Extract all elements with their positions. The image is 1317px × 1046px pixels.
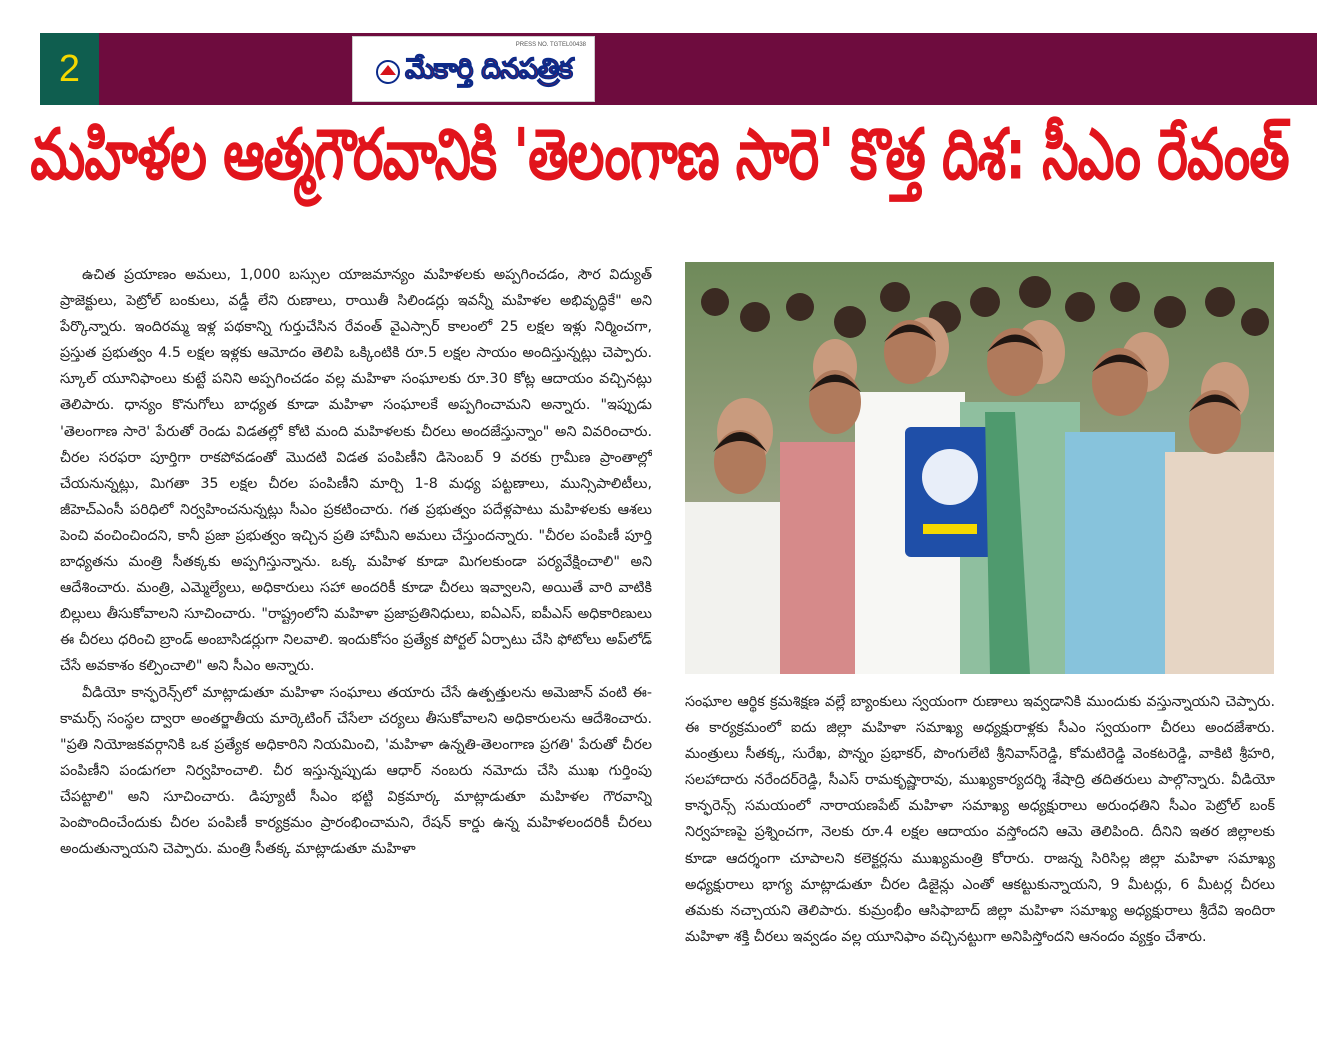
- article-paragraph: వీడియో కాన్ఫరెన్స్‌లో మాట్లాడుతూ మహిళా సంఘాలు తయారు చేసే ఉత్పత్తులను అమెజాన్ వంటి ఈ-కామర్స్ సంస్థల ద్వారా అంతర్జాతీయ మార్కెటింగ్ చేసేలా చర్యలు తీసుకోవాలని అధికారులను ఆదేశించారు. "ప్రతి నియోజకవర్గానికి ఒక ప్రత్యేక అధికారిని నియమించి, 'మహిళా ఉన్నతి-తెలంగాణ ప్రగతి' పేరుతో చీరల పంపిణీని పండుగలా నిర్వహించాలి. చీర ఇస్తున్నప్పుడు ఆధార్ నంబరు నమోదు చేసి ముఖ గుర్తింపు చేపట్టాలి" అని సూచించారు. డిప్యూటీ సీఎం భట్టి విక్రమార్క మాట్లాడుతూ మహిళల గౌరవాన్ని పెంపొందించేందుకు చీరల పంపిణీ కార్యక్రమం ప్రారంభించామని, రేషన్ కార్డు ఉన్న మహిళలందరికీ చీరలు అందుతున్నాయని చెప్పారు. మంత్రి సీతక్క మాట్లాడుతూ మహిళా: [60, 684, 652, 858]
- news-photo-image: [685, 262, 1274, 674]
- masthead-title: మేకార్తి దినపత్రిక: [404, 52, 573, 85]
- masthead-tagline: PRESS NO. TGTEL00438: [515, 42, 586, 48]
- article-headline: మహిళల ఆత్మగౌరవానికి 'తెలంగాణ సారె' కొత్త దిశ: సీఎం రేవంత్: [30, 115, 1289, 197]
- article-left-column: [60, 262, 652, 1040]
- article-right-column: [685, 689, 1275, 1039]
- newspaper-masthead: [352, 36, 595, 102]
- news-photo: [685, 262, 1274, 674]
- article-paragraph: ఉచిత ప్రయాణం అమలు, 1,000 బస్సుల యాజమాన్యం మహిళలకు అప్పగించడం, సౌర విద్యుత్ ప్రాజెక్టులు, పెట్రోల్ బంకులు, వడ్డీ లేని రుణాలు, రాయితీ సిలిండర్లు ఇవన్నీ మహిళల అభివృద్ధికే" అని పేర్కొన్నారు. ఇందిరమ్మ ఇళ్ల పథకాన్ని గుర్తుచేసిన రేవంత్ వైఎస్సార్ కాలంలో 25 లక్షల ఇళ్లు నిర్మించగా, ప్రస్తుత ప్రభుత్వం 4.5 లక్షల ఇళ్లకు ఆమోదం తెలిపి ఒక్కింటికి రూ.5 లక్షల సాయం అందిస్తున్నట్లు చెప్పారు. స్కూల్ యూనిఫాంలు కుట్టే పనిని అప్పగించడం వల్ల మహిళా సంఘాలకు రూ.30 కోట్ల ఆదాయం వచ్చినట్లు తెలిపారు. ధాన్యం కొనుగోలు బాధ్యత కూడా మహిళా సంఘాలకే అప్పగించామని అన్నారు. "ఇప్పుడు 'తెలంగాణ సారె' పేరుతో రెండు విడతల్లో కోటి మంది మహిళలకు చీరలు అందజేస్తున్నాం" అని వివరించారు. చీరల సరఫరా పూర్తిగా రాకపోవడంతో మొదటి విడత పంపిణీని డిసెంబర్ 9 వరకు గ్రామీణ ప్రాంతాల్లో చేయనున్నట్లు, మిగతా 35 లక్షల చీరల పంపిణీని మార్చి 1-8 మధ్య పట్టణాలు, మున్సిపాలిటీలు, జీహెచ్ఎంసీ పరిధిలో నిర్వహించనున్నట్లు సీఎం ప్రకటించారు. గత ప్రభుత్వం పదేళ్లపాటు మహిళలకు ఆశలు పెంచి వంచించిందని, కానీ ప్రజా ప్రభుత్వం ఇచ్చిన ప్రతి హామీని అమలు చేస్తుందన్నారు. "చీరల పంపిణీ పూర్తి బాధ్యతను మంత్రి సీతక్కకు అప్పగిస్తున్నాను. ఒక్క మహిళ కూడా మిగలకుండా పర్యవేక్షించాలి" అని ఆదేశించారు. మంత్రి, ఎమ్మెల్యేలు, అధికారులు సహా అందరికీ కూడా చీరలు ఇవ్వాలని, అయితే వారి వాటికి బిల్లులు తీసుకోవాలని సూచించారు. "రాష్ట్రంలోని మహిళా ప్రజాప్రతినిధులు, ఐఏఎస్, ఐపీఎస్ అధికారిణులు ఈ చీరలు ధరించి బ్రాండ్ అంబాసిడర్లుగా నిలవాలి. ఇందుకోసం ప్రత్యేక పోర్టల్ ఏర్పాటు చేసి ఫోటోలు అప్‌లోడ్ చేసే అవకాశం కల్పించాలి" అని సీఎం అన్నారు.: [60, 267, 652, 675]
- article-paragraph: సంఘాల ఆర్థిక క్రమశిక్షణ వల్లే బ్యాంకులు స్వయంగా రుణాలు ఇవ్వడానికి ముందుకు వస్తున్నాయని చెప్పారు. ఈ కార్యక్రమంలో ఐదు జిల్లా మహిళా సమాఖ్య అధ్యక్షురాళ్లకు సీఎం స్వయంగా చీరలు అందజేశారు. మంత్రులు సీతక్క, సురేఖ, పొన్నం ప్రభాకర్, పొంగులేటి శ్రీనివాస్‌రెడ్డి, కోమటిరెడ్డి వెంకటరెడ్డి, వాకిటి శ్రీహరి, సలహాదారు నరేందర్‌రెడ్డి, సీఎస్ రామకృష్ణారావు, ముఖ్యకార్యదర్శి శేషాద్రి తదితరులు పాల్గొన్నారు. వీడియో కాన్ఫరెన్స్ సమయంలో నారాయణపేట్ మహిళా సమాఖ్య అధ్యక్షురాలు అరుంధతిని సీఎం పెట్రోల్ బంక్ నిర్వహణపై ప్రశ్నించగా, నెలకు రూ.4 లక్షల ఆదాయం వస్తోందని ఆమె తెలిపింది. దీనిని ఇతర జిల్లాలకు కూడా ఆదర్శంగా చూపాలని కలెక్టర్లను ముఖ్యమంత్రి కోరారు. రాజన్న సిరిసిల్ల జిల్లా మహిళా సమాఖ్య అధ్యక్షురాలు భాగ్య మాట్లాడుతూ చీరల డిజైన్లు ఎంతో ఆకట్టుకున్నాయని, 9 మీటర్లు, 6 మీటర్ల చీరలు తమకు నచ్చాయని తెలిపారు. కుమ్రంభీం ఆసిఫాబాద్ జిల్లా మహిళా సమాఖ్య అధ్యక్షురాలు శ్రీదేవి ఇందిరా మహిళా శక్తి చీరలు ఇవ్వడం వల్ల యూనిఫాం వచ్చినట్టుగా అనిపిస్తోందని ఆనందం వ్యక్తం చేశారు.: [685, 694, 1275, 945]
- masthead-emblem-icon: [375, 59, 401, 85]
- page-number-badge: 2: [40, 33, 99, 105]
- masthead-logo: [375, 52, 572, 92]
